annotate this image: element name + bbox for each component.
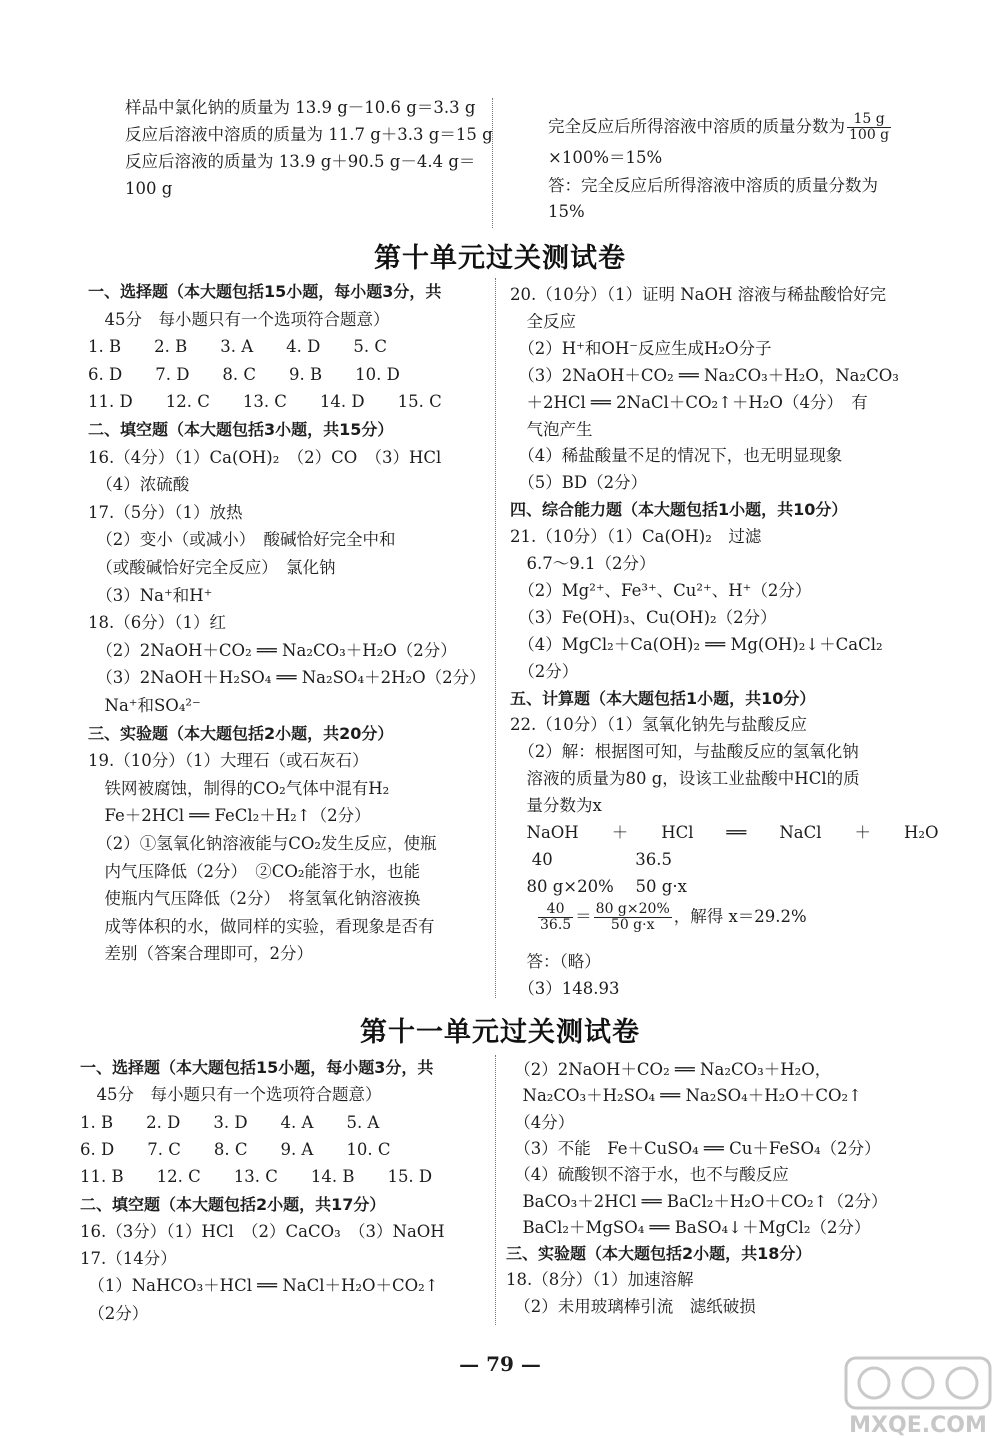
answer-line: 80 g×20% 50 g·x <box>510 876 687 896</box>
fraction-numerator: 80 g×20% <box>595 901 670 917</box>
answer-line: 1. B 2. D 3. D 4. A 5. A <box>80 1112 380 1132</box>
answer-line: （3）Fe(OH)₃、Cu(OH)₂（2分） <box>510 607 777 627</box>
answer-line: 19.（10分）（1）大理石（或石灰石） <box>88 751 369 771</box>
answer-line: （或酸碱恰好完全反应） 氯化钠 <box>88 558 336 577</box>
answer-line: 三、实验题（本大题包括2小题，共20分） <box>88 723 394 743</box>
answer-line: 铁网被腐蚀，制得的CO₂气体中混有H₂ <box>88 778 390 798</box>
fraction-denominator: 36.5 <box>540 917 572 933</box>
answer-line: 6. D 7. C 8. C 9. A 10. C <box>80 1139 391 1159</box>
answer-line: Fe＋2HCl ══ FeCl₂＋H₂↑（2分） <box>88 806 371 826</box>
column-divider <box>495 1055 496 1325</box>
answer-line: （3）148.93 <box>510 979 620 998</box>
answer-line: 三、实验题（本大题包括2小题，共18分） <box>506 1244 812 1264</box>
watermark-text: MXQE.COM <box>849 1413 987 1438</box>
text-line: 答：完全反应后所得溶液中溶质的质量分数为 <box>548 176 878 195</box>
answer-line: 11. D 12. C 13. C 14. D 15. C <box>88 392 442 412</box>
answer-line: 使瓶内气压降低（2分） 将氢氧化钠溶液换 <box>88 889 421 909</box>
answer-line: 22.（10分）（1）氢氧化钠先与盐酸反应 <box>510 715 807 735</box>
answer-line: （2）2NaOH＋CO₂ ══ Na₂CO₃＋H₂O， <box>506 1060 832 1079</box>
answer-line: 45分 每小题只有一个选项符合题意） <box>80 1085 382 1105</box>
answer-line: 五、计算题（本大题包括1小题，共10分） <box>510 688 816 708</box>
answer-line: （4分） <box>506 1112 575 1132</box>
answer-line: 18.（6分）（1）红 <box>88 613 226 633</box>
answer-line: BaCl₂＋MgSO₄ ══ BaSO₄↓＋MgCl₂（2分） <box>506 1217 871 1237</box>
answer-line: （1）NaHCO₃＋HCl ══ NaCl＋H₂O＋CO₂↑ <box>80 1276 439 1296</box>
calc-equation <box>510 898 807 936</box>
text-span: ，解得 x＝29.2% <box>673 907 807 926</box>
answer-line: 45分 每小题只有一个选项符合题意） <box>88 309 390 329</box>
answer-line: Na₂CO₃＋H₂SO₄ ══ Na₂SO₄＋H₂O＋CO₂↑ <box>506 1086 862 1106</box>
answer-line: 6. D 7. D 8. C 9. B 10. D <box>88 364 400 384</box>
answer-line: （2）变小（或减小） 酸碱恰好完全中和 <box>88 530 396 550</box>
watermark-logo <box>844 1356 992 1438</box>
fraction-numerator: 15 g <box>847 112 891 128</box>
answer-line: 全反应 <box>510 311 576 331</box>
answer-line: （4）浓硫酸 <box>88 475 190 495</box>
text-line: 100 g <box>125 179 173 198</box>
answer-line: 1. B 2. B 3. A 4. D 5. C <box>88 337 387 357</box>
text-line: 15% <box>548 202 585 221</box>
text-line: 反应后溶液的质量为 13.9 g＋90.5 g－4.4 g＝ <box>125 152 476 171</box>
page-number: — 79 — <box>459 1352 541 1376</box>
answer-line: 一、选择题（本大题包括15小题，每小题3分，共 <box>80 1058 434 1077</box>
fraction-numerator: 40 <box>538 902 573 918</box>
answer-line: 答：（略） <box>510 952 601 971</box>
answer-line: 气泡产生 <box>510 419 593 439</box>
answer-line: （2分） <box>80 1303 149 1323</box>
answer-line: （2）Mg²⁺、Fe³⁺、Cu²⁺、H⁺（2分） <box>510 580 812 600</box>
text-line: 反应后溶液中溶质的质量为 11.7 g＋3.3 g＝15 g <box>125 125 493 144</box>
answer-line: （4）硫酸钡不溶于水，也不与酸反应 <box>506 1165 789 1185</box>
answer-line: （3）2NaOH＋CO₂ ══ Na₂CO₃＋H₂O，Na₂CO₃ <box>510 365 899 385</box>
fraction-denominator: 100 g <box>849 127 890 143</box>
text-span: 完全反应后所得溶液中溶质的质量分数为 <box>548 117 845 136</box>
column-divider <box>492 98 493 228</box>
answer-line: （2）①氢氧化钠溶液能与CO₂发生反应，使瓶 <box>88 834 437 853</box>
answer-line: （4）稀盐酸量不足的情况下，也无明显现象 <box>510 446 843 466</box>
answer-line: （3）2NaOH＋H₂SO₄ ══ Na₂SO₄＋2H₂O（2分） <box>88 668 486 688</box>
answer-line: 11. B 12. C 13. C 14. B 15. D <box>80 1167 433 1187</box>
answer-line: （2）2NaOH＋CO₂ ══ Na₂CO₃＋H₂O（2分） <box>88 640 457 660</box>
answer-line: 6.7～9.1（2分） <box>510 554 656 573</box>
answer-line: （5）BD（2分） <box>510 473 648 493</box>
answer-line: 21.（10分）（1）Ca(OH)₂ 过滤 <box>510 527 762 547</box>
text-line: ×100%＝15% <box>548 148 663 167</box>
answer-line: 40 36.5 <box>510 849 672 869</box>
fraction <box>847 112 891 143</box>
fraction-denominator: 50 g·x <box>610 917 655 933</box>
answer-line: 成等体积的水，做同样的实验，看现象是否有 <box>88 916 435 936</box>
answer-line: 18.（8分）（1）加速溶解 <box>506 1270 694 1290</box>
answer-line: （4）MgCl₂＋Ca(OH)₂ ══ Mg(OH)₂↓＋CaCl₂ <box>510 634 883 654</box>
fraction <box>594 902 672 933</box>
answer-line: （2分） <box>510 661 579 681</box>
text-line: 样品中氯化钠的质量为 13.9 g－10.6 g＝3.3 g <box>125 98 476 117</box>
fraction <box>538 902 573 933</box>
answer-line: 16.（3分）（1）HCl （2）CaCO₃ （3）NaOH <box>80 1221 445 1241</box>
section-title: 第十一单元过关测试卷 <box>360 1017 640 1048</box>
section-title: 第十单元过关测试卷 <box>374 243 626 274</box>
answer-line: 内气压降低（2分） ②CO₂能溶于水，也能 <box>88 861 421 881</box>
answer-line: （2）H⁺和OH⁻反应生成H₂O分子 <box>510 338 772 358</box>
column-divider <box>495 278 496 998</box>
answer-line: （3）Na⁺和H⁺ <box>88 585 213 605</box>
text-line <box>548 112 893 143</box>
answer-line: 17.（5分）（1）放热 <box>88 502 243 522</box>
answer-line: 四、综合能力题（本大题包括1小题，共10分） <box>510 500 848 520</box>
answer-line: （2）解：根据图可知，与盐酸反应的氢氧化钠 <box>510 742 859 762</box>
answer-line: 差别（答案合理即可，2分） <box>88 944 313 964</box>
answer-line: 二、填空题（本大题包括2小题，共17分） <box>80 1194 386 1214</box>
answer-line: BaCO₃＋2HCl ══ BaCl₂＋H₂O＋CO₂↑（2分） <box>506 1191 888 1211</box>
answer-line: （3）不能 Fe＋CuSO₄ ══ Cu＋FeSO₄（2分） <box>506 1138 881 1158</box>
answer-line: 二、填空题（本大题包括3小题，共15分） <box>88 420 394 439</box>
answer-line: 溶液的质量为80 g，设该工业盐酸中HCl的质 <box>510 769 860 789</box>
answer-line: 17.（14分） <box>80 1249 177 1269</box>
answer-line: Na⁺和SO₄²⁻ <box>88 696 201 715</box>
answer-line: （2）未用玻璃棒引流 滤纸破损 <box>506 1296 756 1316</box>
equals-sign: ＝ <box>575 907 592 926</box>
answer-line: 一、选择题（本大题包括15小题，每小题3分，共 <box>88 282 442 301</box>
answer-line: ＋2HCl ══ 2NaCl＋CO₂↑＋H₂O（4分） 有 <box>510 392 868 412</box>
answer-line: 16.（4分）（1）Ca(OH)₂ （2）CO （3）HCl <box>88 447 442 467</box>
answer-line: NaOH ＋ HCl ══ NaCl ＋ H₂O <box>510 823 939 842</box>
answer-line: 20.（10分）（1）证明 NaOH 溶液与稀盐酸恰好完 <box>510 285 887 304</box>
answer-line: 量分数为x <box>510 796 602 816</box>
